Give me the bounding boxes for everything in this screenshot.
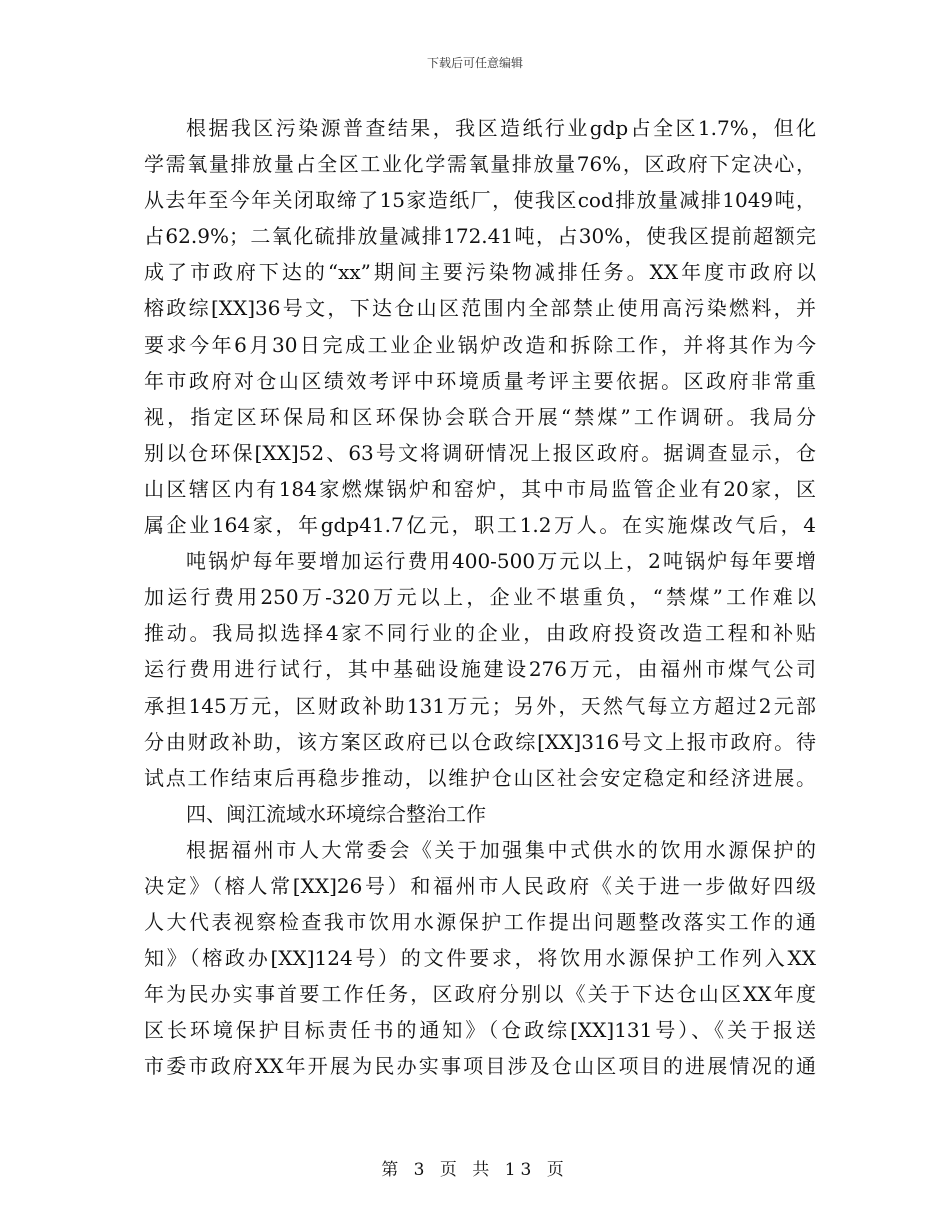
text-line: 根据我区污染源普查结果，我区造纸行业gdp占全区1.7%，但化 [186, 116, 816, 140]
text-line: 市委市政府XX年开展为民办实事项目涉及仓山区项目的进展情况的通 [144, 1054, 816, 1079]
page-footer: 第 3 页 共 13 页 [381, 1160, 569, 1180]
text-line: 别以仓环保[XX]52、63号文将调研情况上报区政府。据调查显示，仓 [144, 440, 816, 465]
text-line: 从去年至今年关闭取缔了15家造纸厂，使我区cod排放量减排1049吨， [144, 188, 816, 213]
text-line: 推动。我局拟选择4家不同行业的企业，由政府投资改造工程和补贴 [144, 621, 816, 646]
text-line: 承担145万元，区财政补助131万元；另外，天然气每立方超过2元部 [144, 693, 816, 718]
text-line: 试点工作结束后再稳步推动，以维护仓山区社会安定稳定和经济进展。 [144, 765, 816, 790]
text-line: 要求今年6月30日完成工业企业锅炉改造和拆除工作，并将其作为今 [144, 332, 816, 357]
text-line: 区长环境保护目标责任书的通知》（仓政综[XX]131号）、《关于报送 [144, 1018, 816, 1043]
document-body [144, 110, 816, 1085]
text-line: 人大代表视察检查我市饮用水源保护工作提出问题整改落实工作的通 [144, 910, 816, 935]
text-line: 山区辖区内有184家燃煤锅炉和窑炉，其中市局监管企业有20家，区 [144, 476, 816, 501]
text-line: 根据福州市人大常委会《关于加强集中式供水的饮用水源保护的 [186, 837, 816, 862]
text-line: 年为民办实事首要工作任务，区政府分别以《关于下达仓山区XX年度 [144, 982, 816, 1007]
text-line: 分由财政补助，该方案区政府已以仓政综[XX]316号文上报市政府。待 [144, 729, 816, 754]
text-line: 属企业164家，年gdp41.7亿元，职工1.2万人。在实施煤改气后，4 [144, 513, 816, 538]
text-line: 占62.9%；二氧化硫排放量减排172.41吨，占30%，使我区提前超额完 [144, 224, 816, 249]
text-line: 年市政府对仓山区绩效考评中环境质量考评主要依据。区政府非常重 [144, 368, 816, 393]
text-line: 吨锅炉每年要增加运行费用400-500万元以上，2吨锅炉每年要增 [186, 549, 816, 574]
text-line: 视，指定区环保局和区环保协会联合开展“禁煤”工作调研。我局分 [144, 404, 816, 429]
text-line: 运行费用进行试行，其中基础设施建设276万元，由福州市煤气公司 [144, 657, 816, 682]
text-line: 学需氧量排放量占全区工业化学需氧量排放量76%，区政府下定决心， [144, 152, 816, 177]
text-line: 榕政综[XX]36号文，下达仓山区范围内全部禁止使用高污染燃料，并 [144, 296, 816, 321]
text-line: 四、闽江流域水环境综合整治工作 [186, 801, 486, 826]
text-line: 知》（榕政办[XX]124号）的文件要求，将饮用水源保护工作列入XX [144, 946, 816, 971]
text-line: 决定》（榕人常[XX]26号）和福州市人民政府《关于进一步做好四级 [144, 873, 816, 898]
text-line: 成了市政府下达的“xx”期间主要污染物减排任务。XX年度市政府以 [144, 260, 816, 285]
page-header: 下载后可任意编辑 [426, 56, 523, 70]
text-line: 加运行费用250万-320万元以上，企业不堪重负，“禁煤”工作难以 [144, 585, 816, 610]
